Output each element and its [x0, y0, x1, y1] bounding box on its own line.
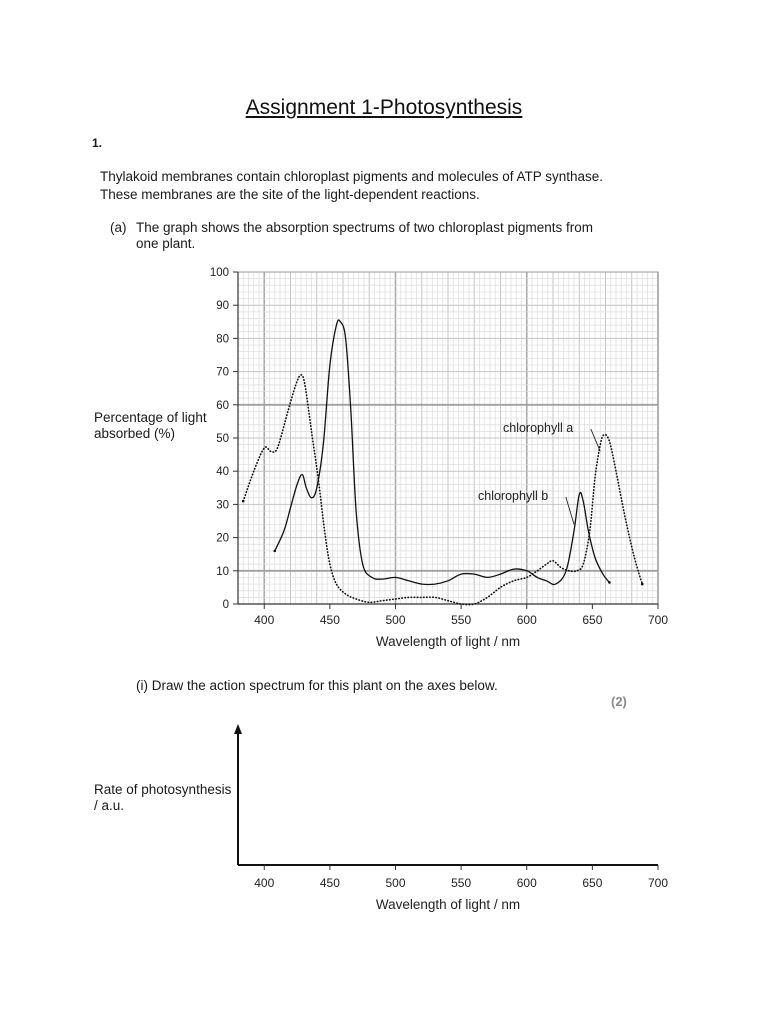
- series-endpoint: [273, 550, 276, 553]
- marks-indicator: (2): [611, 694, 627, 709]
- part-i-text: Draw the action spectrum for this plant on the axes below.: [151, 678, 498, 693]
- annotation-leader-line: [591, 429, 600, 451]
- y-tick-label: 70: [216, 366, 229, 379]
- question-number: 1.: [92, 136, 103, 150]
- x-tick-label: 700: [647, 613, 669, 627]
- series-endpoint: [242, 500, 245, 503]
- action-chart-ylabel: Rate of photosynthesis / a.u.: [94, 782, 232, 813]
- part-i: [136, 678, 498, 693]
- y-tick-label: 20: [216, 532, 229, 545]
- y-tick-label: 80: [216, 333, 229, 346]
- y-tick-label: 10: [216, 565, 229, 578]
- y-tick-label: 50: [216, 433, 229, 445]
- y-tick-label: 0: [222, 599, 229, 611]
- y-tick-label: 100: [209, 267, 229, 279]
- y-tick-label: 30: [216, 499, 229, 512]
- series-endpoint: [608, 581, 611, 584]
- x-tick-label: 500: [385, 876, 406, 890]
- x-axis-label: Wavelength of light / nm: [375, 634, 521, 649]
- x-tick-label: 600: [516, 876, 537, 890]
- y-tick-label: 40: [216, 466, 229, 479]
- x-tick-label: 650: [582, 876, 603, 890]
- x-tick-label: 700: [647, 876, 669, 890]
- intro-line-1: Thylakoid membranes contain chloroplast pigments and molecules of ATP synthase.: [100, 169, 604, 184]
- x-tick-label: 600: [516, 613, 537, 627]
- y-tick-label: 90: [216, 300, 229, 313]
- series-endpoint: [641, 583, 644, 586]
- annotation-label: chlorophyll b: [478, 489, 549, 503]
- part-a-label: (a): [110, 220, 127, 235]
- part-i-label: (i): [136, 678, 148, 693]
- page-title: Assignment 1-Photosynthesis: [245, 96, 523, 119]
- y-tick-label: 60: [216, 399, 229, 412]
- x-tick-label: 450: [319, 613, 340, 627]
- part-a-line-1: The graph shows the absorption spectrums of two chloroplast pigments from: [136, 220, 593, 235]
- x-tick-label: 500: [385, 613, 406, 627]
- annotation-leader-line: [566, 497, 574, 524]
- series-line-chlorophyll-b: [275, 320, 610, 585]
- action-spectrum-axes: [0, 700, 768, 930]
- x-tick-label: 450: [319, 876, 340, 890]
- x-tick-label: 550: [451, 876, 472, 890]
- x-tick-label: 550: [451, 613, 472, 627]
- absorption-chart-ylabel: Percentage of light absorbed (%): [94, 410, 207, 441]
- intro-line-2: These membranes are the site of the light-dependent reactions.: [100, 187, 480, 202]
- x-tick-label: 400: [254, 613, 275, 627]
- x-tick-label: 650: [582, 613, 603, 627]
- x-axis-label: Wavelength of light / nm: [375, 897, 521, 912]
- part-a-line-2: one plant.: [136, 236, 196, 251]
- y-axis-arrow: [234, 724, 242, 734]
- x-tick-label: 400: [254, 876, 275, 890]
- annotation-label: chlorophyll a: [503, 421, 574, 435]
